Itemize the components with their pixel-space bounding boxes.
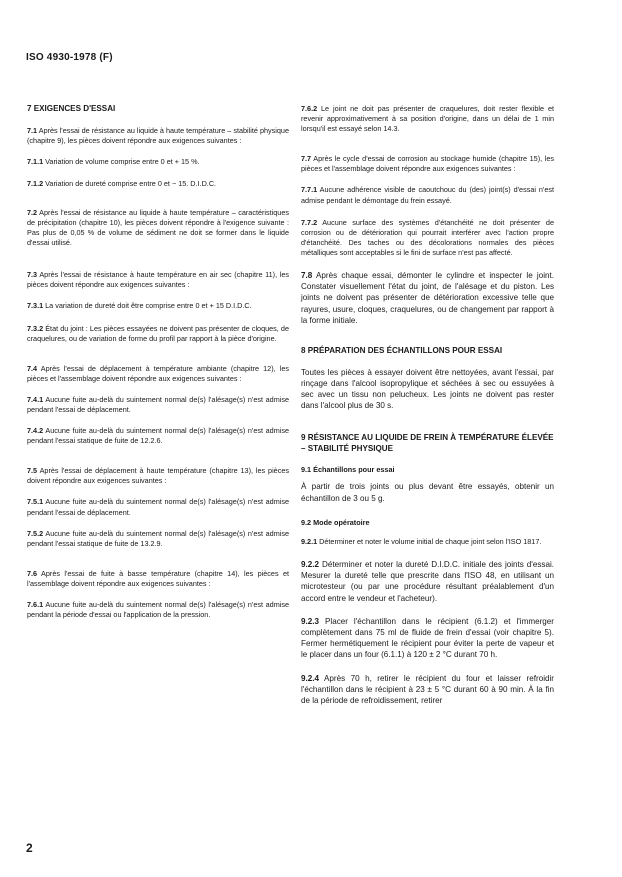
clause-9-2-heading: 9.2 Mode opératoire [301, 517, 370, 527]
clause-7-4: 7.4 Après l'essai de déplacement à température ambiante (chapitre 12), les pièces et l'assemblage doivent répondre aux exigences suivantes : [27, 363, 289, 383]
clause-7-3-1: 7.3.1 La variation de dureté doit être comprise entre 0 et + 15 D.I.D.C. [27, 301, 252, 311]
clause-7-7-1: 7.7.1 Aucune adhérence visible de caoutchouc du (des) joint(s) d'essai n'est admise pendant le démontage du frein essayé. [301, 185, 554, 205]
clause-7-7-2: 7.7.2 Aucune surface des systèmes d'étanchéité ne doit présenter de corrosion ou de détérioration qui pourrait interférer avec l'action propre d'étanchéité. Des taches ou des décolorations normales des pièces métalliques sont acceptables si le fini de surface n'est pas affecté. [301, 217, 554, 257]
page-number: 2 [26, 841, 33, 855]
clause-7-4-1: 7.4.1 Aucune fuite au-delà du suintement normal de(s) l'alésage(s) n'est admise pendant l'essai de déplacement. [27, 394, 289, 414]
section-7-heading: 7 EXIGENCES D'ESSAI [27, 104, 116, 113]
clause-9-2-2: 9.2.2 Déterminer et noter la dureté D.I.D.C. initiale des joints d'essai. Mesurer la dureté telle que prescrite dans l'ISO 48, en utilisant un microtesteur (ou par une procédure résultant préalablement d'un accord entre le vendeur et l'acheteur). [301, 560, 554, 603]
section-8-text: Toutes les pièces à essayer doivent être nettoyées, avant l'essai, par rinçage dans l'alcool isopropylique et séchées à sec ou essuyées à sec avec un tissu non pelucheux. Les joints ne doivent pas rester dans l'alcool plus de 30 s. [301, 367, 554, 411]
clause-7-3-2: 7.3.2 État du joint : Les pièces essayées ne doivent pas présenter de cloques, de craquelures, ou de variation de forme du profil par rapport à la pièce d'origine. [27, 323, 289, 343]
clause-7-1: 7.1 Après l'essai de résistance au liquide à haute température – stabilité physique (chapitre 9), les pièces doivent répondre aux exigences suivantes : [27, 125, 289, 145]
clause-7-3: 7.3 Après l'essai de résistance à haute température en air sec (chapitre 11), les pièces doivent répondre aux exigences suivantes : [27, 270, 289, 290]
clause-7-4-2: 7.4.2 Aucune fuite au-delà du suintement normal de(s) l'alésage(s) n'est admise pendant l'essai statique de fuite de 12.2.6. [27, 426, 289, 446]
left-column [27, 104, 289, 620]
right-column [301, 104, 554, 706]
clause-7-5-1: 7.5.1 Aucune fuite au-delà du suintement normal de(s) l'alésage(s) n'est admise pendant l'essai de déplacement. [27, 497, 289, 517]
clause-9-1-heading: 9.1 Échantillons pour essai [301, 465, 395, 475]
clause-7-5-2: 7.5.2 Aucune fuite au-delà du suintement normal de(s) l'alésage(s) n'est admise pendant l'essai statique de fuite de 13.2.9. [27, 528, 289, 548]
section-8-heading: 8 PRÉPARATION DES ÉCHANTILLONS POUR ESSAI [301, 346, 503, 356]
clause-7-8: 7.8 Après chaque essai, démonter le cylindre et inspecter le joint. Constater visuellement l'état du joint, de l'alésage et du piston. Les joints ne doivent pas présenter de détérioration excessive telle que rayures, usure, cloques, craquelures, ou de changement par rapport à la forme initiale. [301, 271, 554, 325]
clause-7-2: 7.2 Après l'essai de résistance au liquide à haute température – caractéristiques de précipitation (chapitre 10), les pièces doivent répondre à l'exigence suivante : Pas plus de 0,05 % de volume de sédiment ne doit se former dans le liquide d'essai utilisé. [27, 207, 289, 248]
clause-7-1-1: 7.1.1 Variation de volume comprise entre 0 et + 15 %. [27, 156, 200, 166]
clause-7-6: 7.6 Après l'essai de fuite à basse température (chapitre 14), les pièces et l'assemblage doivent répondre aux exigences suivantes : [27, 568, 289, 588]
clause-7-6-2: 7.6.2 Le joint ne doit pas présenter de craquelures, doit rester flexible et revenir approximativement à sa position d'origine, dans un délai de 1 min lorsqu'il est essayé selon 14.3. [301, 104, 554, 134]
section-9-heading: 9 RÉSISTANCE AU LIQUIDE DE FREIN À TEMPÉRATURE ÉLEVÉE – STABILITÉ PHYSIQUE [301, 433, 554, 453]
clause-7-6-1: 7.6.1 Aucune fuite au-delà du suintement normal de(s) l'alésage(s) n'est admise pendant la période d'essai ou l'application de la pression. [27, 600, 289, 620]
clause-9-2-4: 9.2.4 Après 70 h, retirer le récipient du four et laisser refroidir l'échantillon dans le récipient à 23 ± 5 °C durant 60 à 90 min. À la fin de la période de refroidissement, retirer [301, 673, 554, 706]
clause-7-7: 7.7 Après le cycle d'essai de corrosion au stockage humide (chapitre 15), les pièces et l'assemblage doivent répondre aux exigences suivantes : [301, 154, 554, 174]
document-header: ISO 4930-1978 (F) [26, 52, 113, 63]
clause-9-2-3: 9.2.3 Placer l'échantillon dans le récipient (6.1.2) et l'immerger complètement dans 75 ml de fluide de frein d'essai (voir chapitre 5). Fermer hermétiquement le récipient pour éviter la perte de vapeur et le placer dans un four (6.1.1) à 120 ± 2 °C durant 70 h. [301, 616, 554, 660]
clause-7-1-2: 7.1.2 Variation de dureté comprise entre 0 et − 15. D.I.D.C. [27, 178, 217, 188]
clause-9-2-1: 9.2.1 Déterminer et noter le volume initial de chaque joint selon l'ISO 1817. [301, 536, 542, 546]
clause-9-1-text: À partir de trois joints ou plus devant être essayés, obtenir un échantillon de 3 ou 5 g. [301, 482, 554, 503]
clause-7-5: 7.5 Après l'essai de déplacement à haute température (chapitre 13), les pièces doivent répondre aux exigences suivantes : [27, 466, 289, 486]
